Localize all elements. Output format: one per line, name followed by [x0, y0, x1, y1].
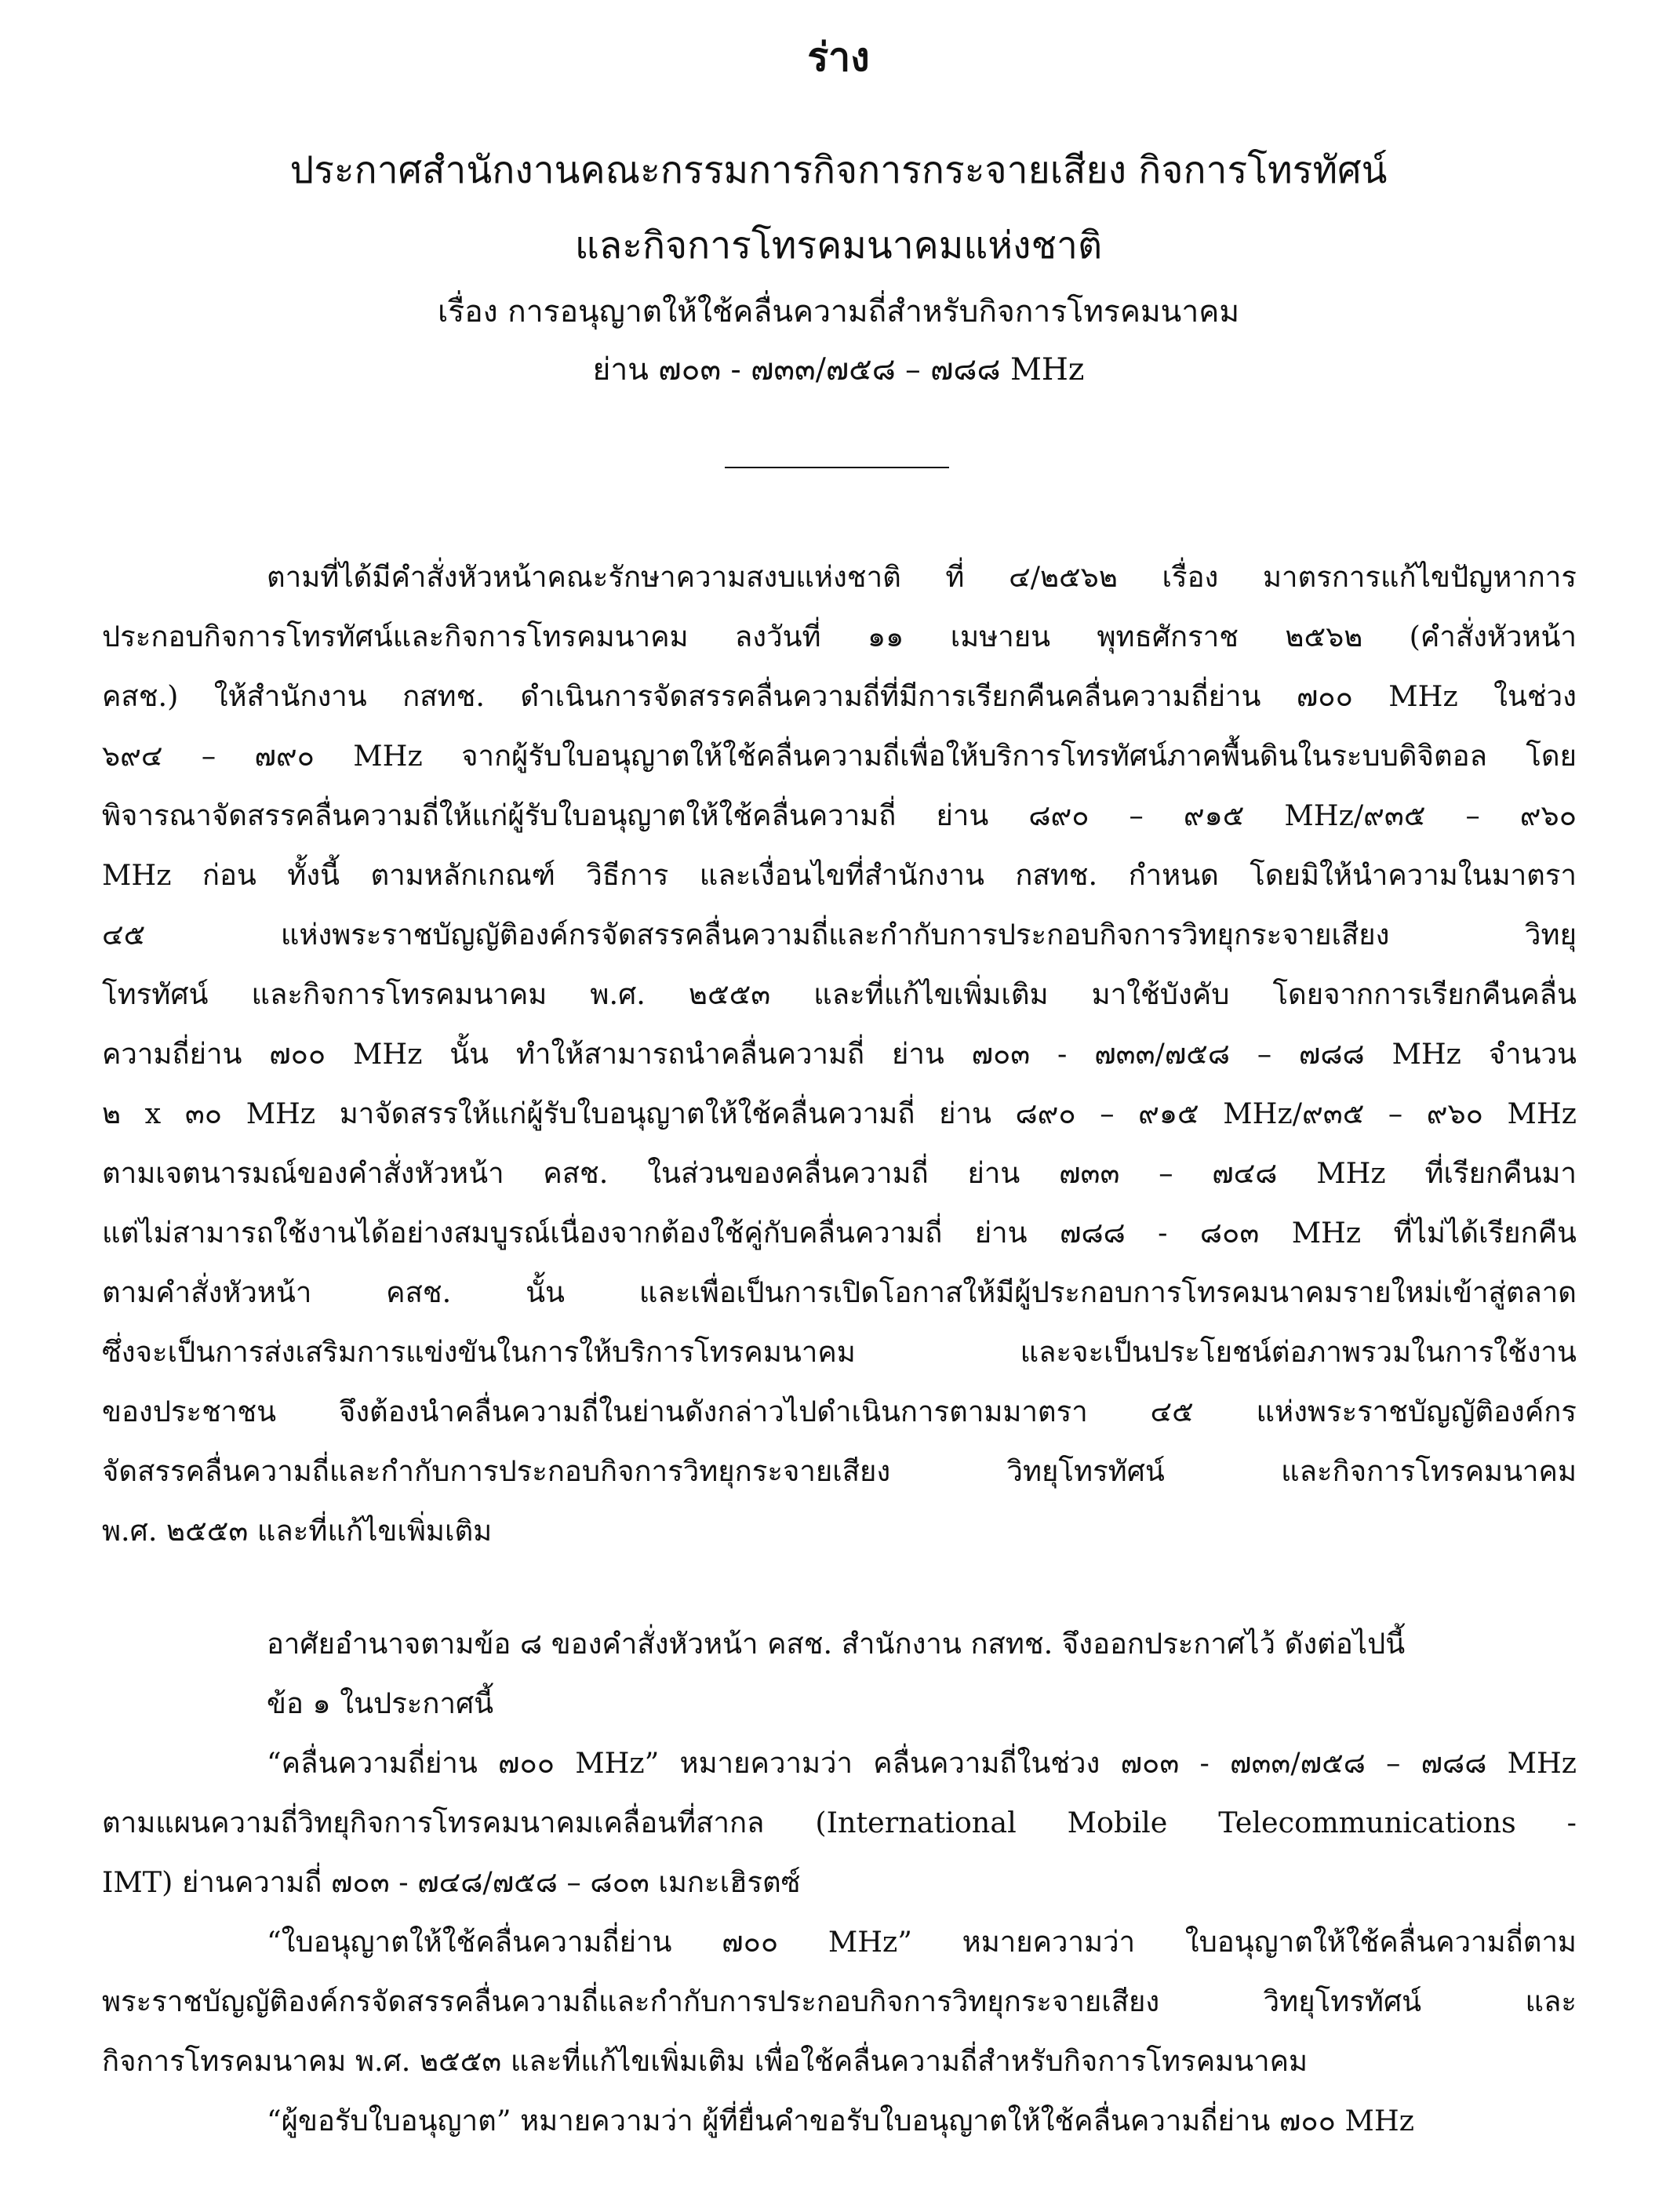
paragraph-line: ตามเจตนารมณ์ของคำสั่งหัวหน้า คสช. ในส่วนของคลื่นความถี่ ย่าน ๗๓๓ – ๗๔๘ MHz ที่เรียกคืนมา — [102, 1156, 1577, 1190]
title-line-2: และกิจการโทรคมนาคมแห่งชาติ — [574, 224, 1103, 267]
paragraph-line: ๒ x ๓๐ MHz มาจัดสรรให้แก่ผู้รับใบอนุญาตให้ใช้คลื่นความถี่ ย่าน ๘๙๐ – ๙๑๕ MHz/๙๓๕ – ๙๖๐ MHz — [102, 1097, 1577, 1130]
clauses-section — [102, 1614, 1577, 2151]
title-line-1: ประกาศสำนักงานคณะกรรมการกิจการกระจายเสียง กิจการโทรทัศน์ — [289, 148, 1388, 192]
definition-line: IMT) ย่านความถี่ ๗๐๓ - ๗๔๘/๗๕๘ – ๘๐๓ เมกะเฮิรตซ์ — [102, 1865, 801, 1899]
draft-label: ร่าง — [807, 34, 870, 80]
definition-line: กิจการโทรคมนาคม พ.ศ. ๒๕๕๓ และที่แก้ไขเพิ่มเติม เพื่อใช้คลื่นความถี่สำหรับกิจการโทรคมนาคม — [102, 2044, 1308, 2078]
definition-700mhz-band: “คลื่นความถี่ย่าน ๗๐๐ MHz” หมายความว่า คลื่นความถี่ในช่วง ๗๐๓ - ๗๓๓/๗๕๘ – ๗๘๘ MHz — [267, 1746, 1577, 1780]
paragraph-line: MHz ก่อน ทั้งนี้ ตามหลักเกณฑ์ วิธีการ และเงื่อนไขที่สำนักงาน กสทช. กำหนด โดยมิให้นำความในมาตรา — [102, 858, 1577, 892]
subject-line-2: ย่าน ๗๐๓ - ๗๓๓/๗๕๘ – ๗๘๘ MHz — [592, 352, 1085, 387]
subject-line-1: เรื่อง การอนุญาตให้ใช้คลื่นความถี่สำหรับกิจการโทรคมนาคม — [437, 294, 1240, 329]
paragraph-line: ๔๕ แห่งพระราชบัญญัติองค์กรจัดสรรคลื่นความถี่และกำกับการประกอบกิจการวิทยุกระจายเสียง วิทยุ — [102, 918, 1577, 951]
paragraph-line: ๖๙๔ – ๗๙๐ MHz จากผู้รับใบอนุญาตให้ใช้คลื่นความถี่เพื่อให้บริการโทรทัศน์ภาคพื้นดินในระบบดิจิตอล โดย — [102, 739, 1577, 773]
paragraph-line: คสช.) ให้สำนักงาน กสทช. ดำเนินการจัดสรรคลื่นความถี่ที่มีการเรียกคืนคลื่นความถี่ย่าน ๗๐๐ MHz ในช่วง — [102, 679, 1577, 713]
definition-line: ตามแผนความถี่วิทยุกิจการโทรคมนาคมเคลื่อนที่สากล (International Mobile Telecommunications - — [102, 1806, 1577, 1839]
definition-700mhz-license: “ใบอนุญาตให้ใช้คลื่นความถี่ย่าน ๗๐๐ MHz” หมายความว่า ใบอนุญาตให้ใช้คลื่นความถี่ตาม — [267, 1925, 1577, 1959]
clause-1-heading: ข้อ ๑ ในประกาศนี้ — [267, 1686, 494, 1720]
paragraph-line: โทรทัศน์ และกิจการโทรคมนาคม พ.ศ. ๒๕๕๓ และที่แก้ไขเพิ่มเติม มาใช้บังคับ โดยจากการเรียกคืนคลื่น — [102, 977, 1577, 1011]
paragraph-1 — [102, 548, 1577, 1561]
paragraph-line: ตามคำสั่งหัวหน้า คสช. นั้น และเพื่อเป็นการเปิดโอกาสให้มีผู้ประกอบการโทรคมนาคมรายใหม่เข้าสู่ตลาด — [102, 1275, 1577, 1309]
paragraph-line: ตามที่ได้มีคำสั่งหัวหน้าคณะรักษาความสงบแห่งชาติ ที่ ๔/๒๕๖๒ เรื่อง มาตรการแก้ไขปัญหาการ — [267, 560, 1577, 594]
authority-statement: อาศัยอำนาจตามข้อ ๘ ของคำสั่งหัวหน้า คสช. สำนักงาน กสทช. จึงออกประกาศไว้ ดังต่อไปนี้ — [267, 1627, 1406, 1661]
paragraph-line: พิจารณาจัดสรรคลื่นความถี่ให้แก่ผู้รับใบอนุญาตให้ใช้คลื่นความถี่ ย่าน ๘๙๐ – ๙๑๕ MHz/๙๓๕ – ๙๖๐ — [102, 799, 1577, 832]
definition-license-applicant: “ผู้ขอรับใบอนุญาต” หมายความว่า ผู้ที่ยื่นคำขอรับใบอนุญาตให้ใช้คลื่นความถี่ย่าน ๗๐๐ MHz — [267, 2104, 1414, 2137]
title-divider — [725, 467, 949, 468]
paragraph-line: พ.ศ. ๒๕๕๓ และที่แก้ไขเพิ่มเติม — [102, 1514, 493, 1548]
paragraph-line: ความถี่ย่าน ๗๐๐ MHz นั้น ทำให้สามารถนำคลื่นความถี่ ย่าน ๗๐๓ - ๗๓๓/๗๕๘ – ๗๘๘ MHz จำนวน — [102, 1037, 1577, 1071]
paragraph-line: ของประชาชน จึงต้องนำคลื่นความถี่ในย่านดังกล่าวไปดำเนินการตามมาตรา ๔๕ แห่งพระราชบัญญัติองค์กร — [102, 1395, 1577, 1428]
definition-line: พระราชบัญญัติองค์กรจัดสรรคลื่นความถี่และกำกับการประกอบกิจการวิทยุกระจายเสียง วิทยุโทรทัศน์ และ — [102, 1985, 1577, 2018]
paragraph-line: ซึ่งจะเป็นการส่งเสริมการแข่งขันในการให้บริการโทรคมนาคม และจะเป็นประโยชน์ต่อภาพรวมในการใช้งาน — [102, 1335, 1577, 1369]
paragraph-line: จัดสรรคลื่นความถี่และกำกับการประกอบกิจการวิทยุกระจายเสียง วิทยุโทรทัศน์ และกิจการโทรคมนาคม — [102, 1454, 1577, 1488]
paragraph-line: แต่ไม่สามารถใช้งานได้อย่างสมบูรณ์เนื่องจากต้องใช้คู่กับคลื่นความถี่ ย่าน ๗๘๘ - ๘๐๓ MHz ที่ไม่ได้เรียกคืน — [102, 1216, 1577, 1250]
paragraph-line: ประกอบกิจการโทรทัศน์และกิจการโทรคมนาคม ลงวันที่ ๑๑ เมษายน พุทธศักราช ๒๕๖๒ (คำสั่งหัวหน้า — [102, 620, 1577, 653]
